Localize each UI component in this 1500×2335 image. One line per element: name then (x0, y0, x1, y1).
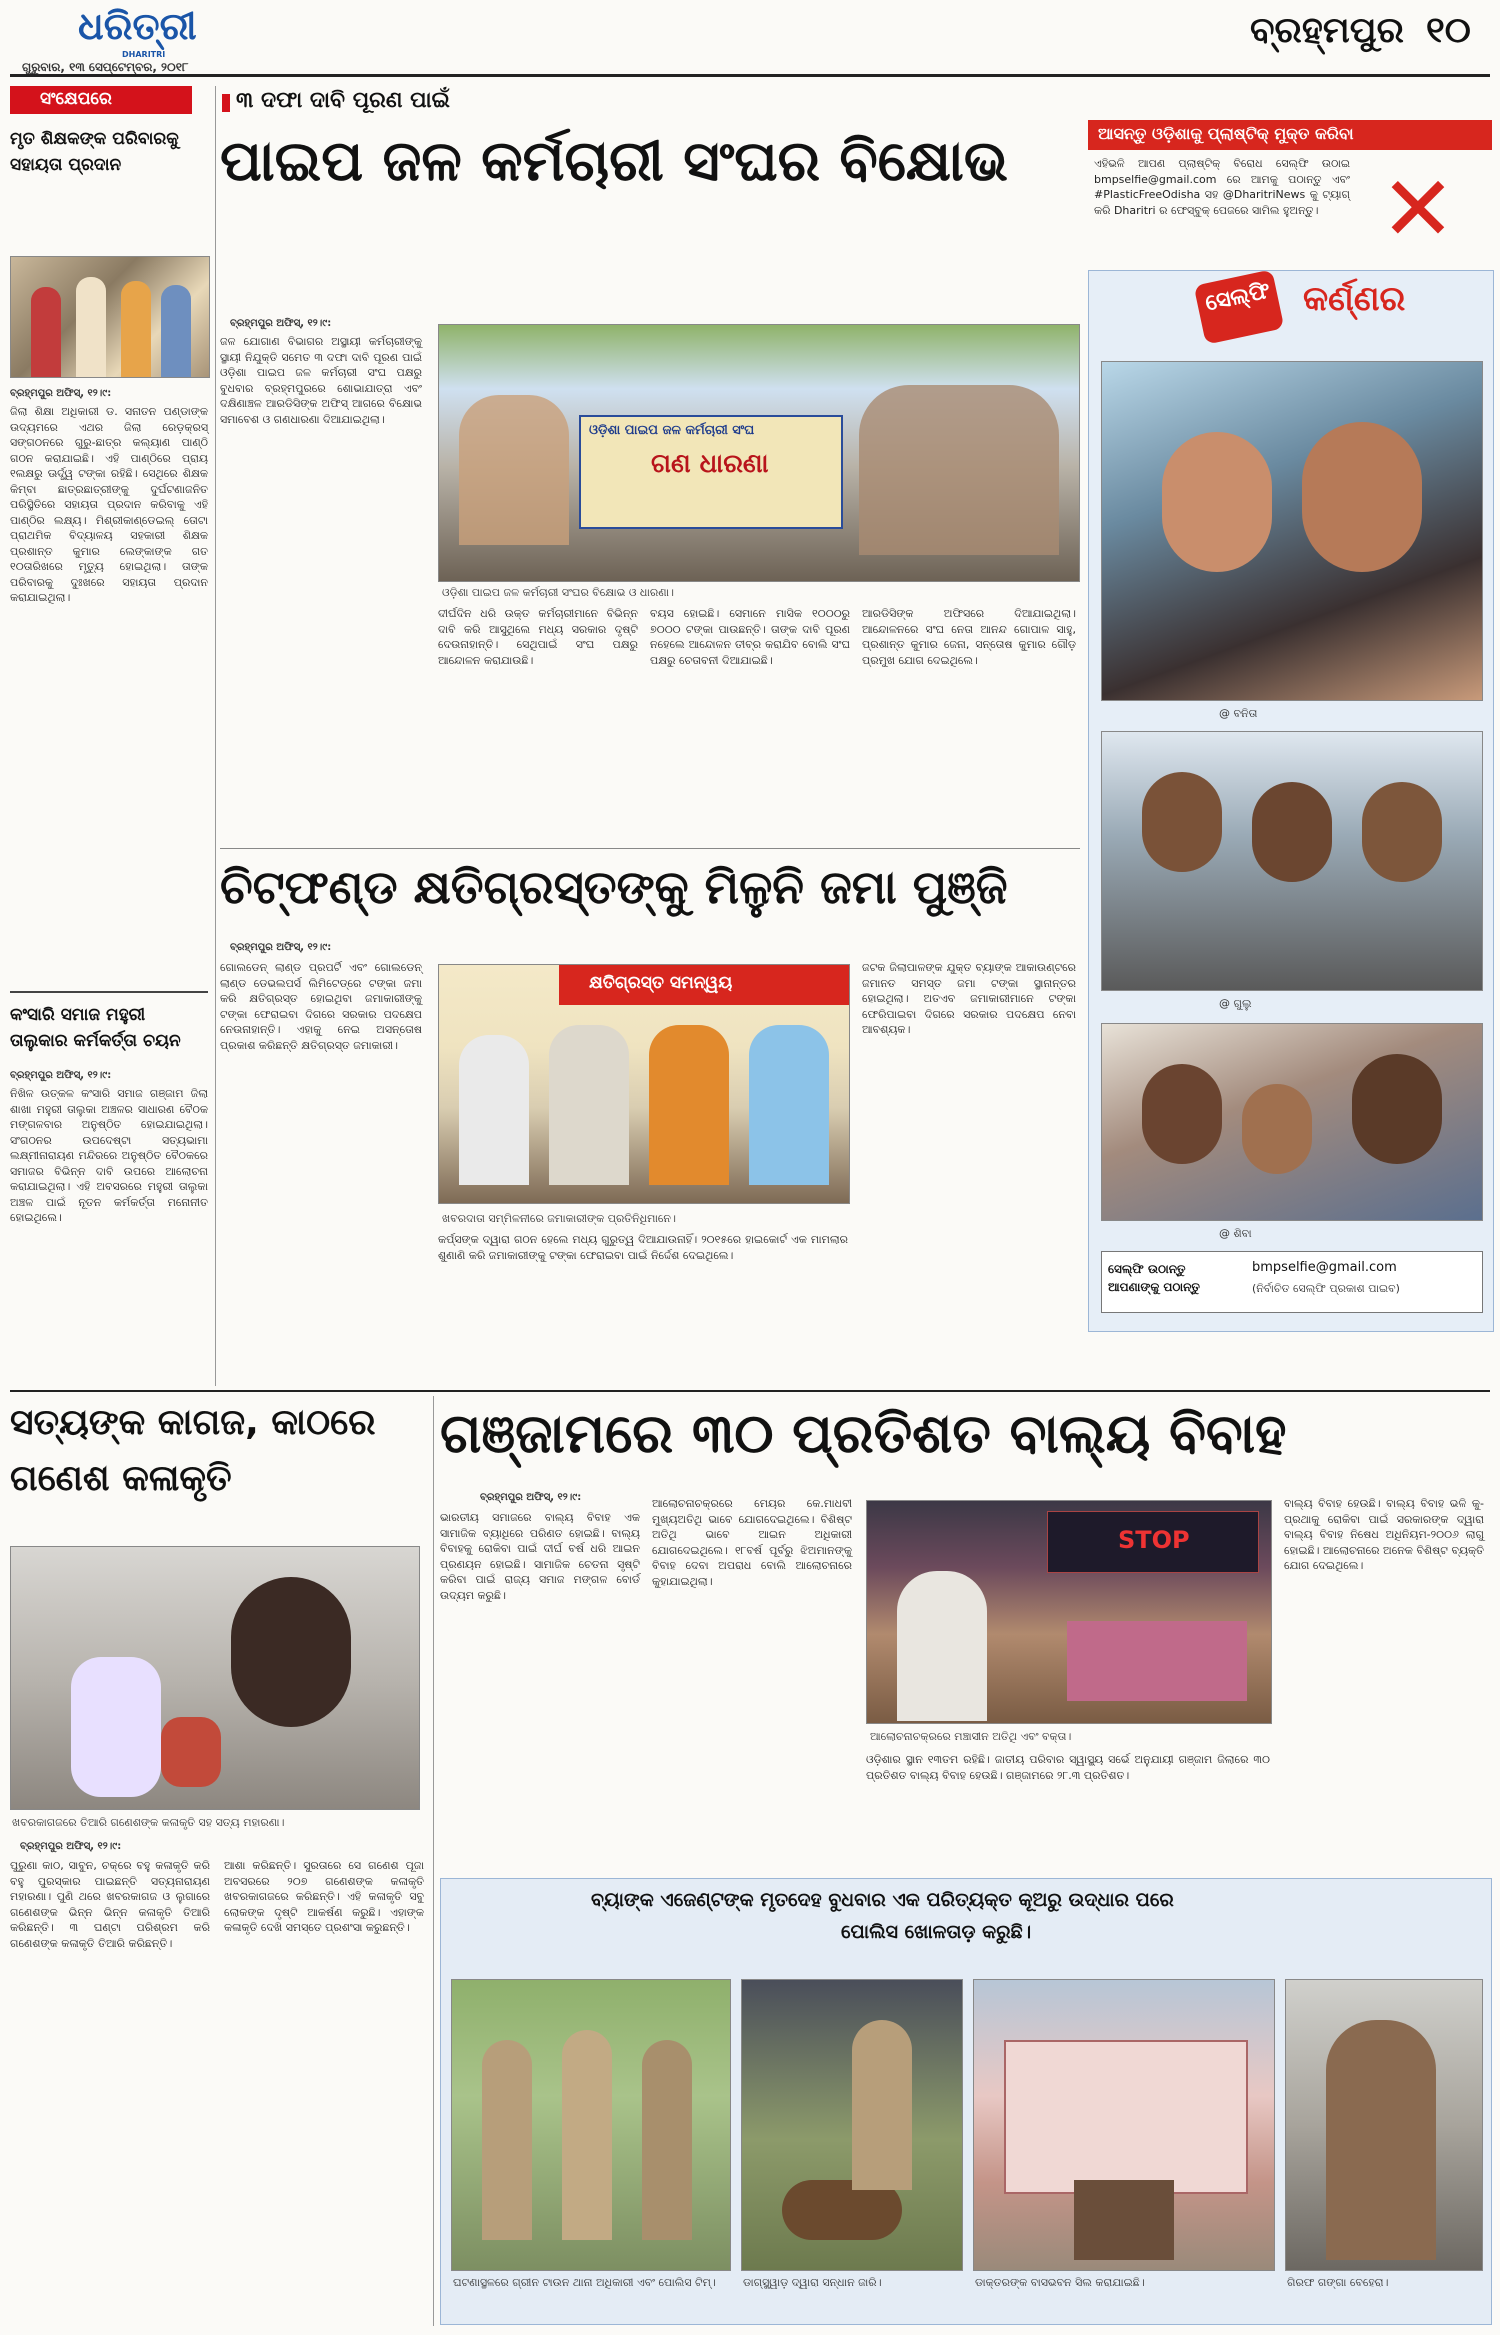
briefs-column (10, 86, 210, 1386)
plastic-ban-icon: ✕ (1380, 157, 1456, 262)
child-marriage-col4: ବାଲ୍ୟ ବିବାହ ହେଉଛି। ବାଲ୍ୟ ବିବାହ ଭଳି କୁ-ପ୍ରଥାକୁ ରୋକିବା ପାଇଁ ସରକାରଙ୍କ ଦ୍ୱାରା ବାଲ୍ୟ ବିବାହ ନିଷେଧ ଅଧିନିୟମ-୨୦୦୬ ଲାଗୁ ହୋଇଛି। ଆଲୋଚନାରେ ଅନେକ ବିଶିଷ୍ଟ ବ୍ୟକ୍ତି ଯୋଗ ଦେଇଥିଲେ। (1284, 1497, 1488, 1572)
chitfund-col3: ଜଟକ ଜିଲାପାଳଙ୍କ ଯୁକ୍ତ ବ୍ୟାଙ୍କ ଆକାଉଣ୍ଟରେ ଜମାନତ ସମସ୍ତ ଜମା ଟଙ୍କା ସ୍ଥାନାନ୍ତର ହୋଇଥିଲା। ଅତଏବ ଜମାକାରୀମାନେ ଟଙ୍କା ଫେରିପାଇବା ଦିଗରେ ସରକାର ପଦକ୍ଷେପ ନେବା ଆବଶ୍ୟକ। (862, 961, 1080, 1036)
briefs-tag (10, 86, 192, 114)
bank-photo-3 (973, 1979, 1275, 2271)
bank-photo-2 (741, 1979, 963, 2271)
issue-date: ଗୁରୁବାର, ୧୩ ସେପ୍ଟେମ୍ବର, ୨୦୧୮ (22, 60, 189, 74)
masthead (10, 4, 1494, 74)
chitfund-dateline: ବ୍ରହ୍ମପୁର ଅଫିସ୍, ୧୨।୯: (230, 942, 332, 953)
child-marriage-story (440, 1396, 1490, 1866)
briefs-tag-label: ସଂକ୍ଷେପରେ (40, 89, 112, 109)
column-rule-2 (433, 1396, 434, 2326)
lead-headline: ପାଇପ ଜଳ କର୍ମଚାରୀ ସଂଘର ବିକ୍ଷୋଭ (220, 129, 1008, 194)
edition-name: ବ୍ରହ୍ମପୁର (1250, 10, 1404, 51)
selfie-banner (1088, 120, 1492, 150)
ganesh-photo (10, 1546, 420, 1810)
lead-photo-caption: ଓଡ଼ିଶା ପାଇପ ଜଳ କର୍ମଚାରୀ ସଂଘର ବିକ୍ଷୋଭ ଓ ଧାରଣା। (442, 586, 674, 599)
chitfund-story (220, 852, 1080, 1392)
page-number: ୧୦ (1426, 10, 1471, 51)
bank-feature-panel (440, 1878, 1492, 2325)
ganesh-headline-1: ସତ୍ୟଙ୍କ କାଗଜ, କାଠରେ (10, 1402, 376, 1443)
brief2-headline: କଂସାରି ସମାଜ ମହୁରୀ ତାଲୁକାର କର୍ମକର୍ତ୍ତା ଚୟନ (10, 1005, 181, 1051)
column-rule (215, 86, 216, 1386)
selfie-photo-3 (1101, 1023, 1483, 1221)
chitfund-photo (438, 964, 850, 1204)
chitfund-photo-caption: ଖବରଦାତା ସମ୍ମିଳନୀରେ ଜମାକାରୀଙ୍କ ପ୍ରତିନିଧିମାନେ। (442, 1212, 676, 1225)
lead-kicker: ୩ ଦଫା ଦାବି ପୂରଣ ପାଇଁ (236, 88, 450, 113)
selfie-photo-2 (1101, 731, 1483, 991)
bank-caption-3: ଡାକ୍ତରଙ୍କ ବାସଭବନ ସିଲ କରାଯାଇଛି। (975, 2276, 1145, 2289)
bank-photo-1 (451, 1979, 731, 2271)
section-rule (10, 1390, 1490, 1392)
selfie-footer-note: (ନିର୍ବାଚିତ ସେଲ୍ଫି ପ୍ରକାଶ ପାଇବ) (1252, 1282, 1400, 1295)
ganesh-story (10, 1396, 428, 2326)
chitfund-col2: କର୍ପ୍ସଙ୍କ ଦ୍ୱାରା ଗଠନ ହେଲେ ମଧ୍ୟ ଗୁରୁତ୍ୱ ଦିଆଯାଉନାହିଁ। ୨୦୧୫ରେ ହାଇକୋର୍ଟ ଏକ ମାମଲାର ଶୁଣାଣି କରି ଜମାକାରୀଙ୍କୁ ଟଙ୍କା ଫେରାଇବା ପାଇଁ ନିର୍ଦ୍ଦେଶ ଦେଇଥିଲେ। (438, 1233, 852, 1262)
selfie-footer (1101, 1251, 1483, 1313)
chitfund-banner-text: କ୍ଷତିଗ୍ରସ୍ତ ସମନ୍ୱୟ (589, 973, 733, 993)
bank-photo-4 (1285, 1979, 1483, 2271)
lead-dateline: ବ୍ରହ୍ମପୁର ଅଫିସ୍, ୧୨।୯: (230, 318, 332, 329)
brief-divider (10, 991, 208, 993)
selfie-footer-left: ସେଲ୍ଫି ଉଠାନ୍ତୁ ଆପଣାଙ୍କୁ ପଠାନ୍ତୁ (1108, 1262, 1200, 1294)
child-marriage-col1: ଭାରତୀୟ ସମାଜରେ ବାଲ୍ୟ ବିବାହ ଏକ ସାମାଜିକ ବ୍ୟାଧିରେ ପରିଣତ ହୋଇଛି। ବାଲ୍ୟ ବିବାହକୁ ରୋକିବା ପାଇଁ ଦୀର୍ଘ ବର୍ଷ ଧରି ଆଇନ ପ୍ରଣୟନ ହୋଇଛି। ସାମାଜିକ ଚେତନା ସୃଷ୍ଟି କରିବା ପାଇଁ ରାଜ୍ୟ ସମାଜ ମଙ୍ଗଳ ବୋର୍ଡ ଉଦ୍ୟମ କରୁଛି। (440, 1511, 644, 1602)
lead-col1: ଜଳ ଯୋଗାଣ ବିଭାଗର ଅସ୍ଥାୟୀ କର୍ମଚାରୀଙ୍କୁ ସ୍ଥାୟୀ ନିଯୁକ୍ତି ସମେତ ୩ ଦଫା ଦାବି ପୂରଣ ପାଇଁ ଓଡ଼ିଶା ପାଇପ ଜଳ କର୍ମଚାରୀ ସଂଘ ପକ୍ଷରୁ ବୁଧବାର ବ୍ରହ୍ମପୁରରେ ଶୋଭାଯାତ୍ରା ଏବଂ ଦକ୍ଷିଣାଞ୍ଚଳ ଆରଡିସିଙ୍କ ଅଫିସ୍ ଆଗରେ ବିକ୍ଷୋଭ ସମାବେଶ ଓ ଗଣଧାରଣା ଦିଆଯାଇଥିଲା। (220, 335, 426, 426)
stage-banner-text: STOP (1118, 1526, 1190, 1554)
stage-banner (1047, 1511, 1259, 1573)
bank-headline-2: ପୋଲିସ ଖୋଳତାଡ଼ କରୁଛି। (841, 1921, 1032, 1943)
ganesh-dateline: ବ୍ରହ୍ମପୁର ଅଫିସ୍, ୧୨।୯: (20, 1841, 122, 1852)
child-marriage-col2: ଆଲୋଚନାଚକ୍ରରେ ମେୟର କେ.ମାଧବୀ ମୁଖ୍ୟଅତିଥି ଭାବେ ଯୋଗଦେଇଥିଲେ। ବିଶିଷ୍ଟ ଅତିଥି ଭାବେ ଆଇନ ଅଧିକାରୀ ଯୋଗଦେଇଥିଲେ। ୧୮ବର୍ଷ ପୂର୍ବରୁ ଝିଅମାନଙ୍କୁ ବିବାହ ଦେବା ଅପରାଧ ବୋଲି ଆଲୋଚନାରେ କୁହାଯାଇଥିଲା। (652, 1497, 856, 1588)
selfie-banner-text: ଆସନ୍ତୁ ଓଡ଼ିଶାକୁ ପ୍ଲାଷ୍ଟିକ୍ ମୁକ୍ତ କରିବା (1098, 124, 1354, 143)
rally-banner-line2: ଗଣ ଧାରଣା (651, 449, 769, 479)
newspaper-logo-sub: DHARITRI (122, 50, 166, 59)
bank-headline-1: ବ୍ୟାଙ୍କ ଏଜେଣ୍ଟଙ୍କ ମୃତଦେହ ବୁଧବାର ଏକ ପରିତ୍ୟକ୍ତ କୂଅରୁ ଉଦ୍ଧାର ପରେ (591, 1889, 1174, 1911)
brief1-dateline: ବ୍ରହ୍ମପୁର ଅଫିସ୍, ୧୨।୯: (10, 388, 112, 399)
bank-caption-2: ଡାଗ୍‌ସ୍କ୍ୱାଡ଼ ଦ୍ୱାରା ସନ୍ଧାନ ଜାରି। (743, 2276, 882, 2289)
lead-col3: ବୟସ ହୋଇଛି। ସେମାନେ ମାସିକ ୧୦୦୦ରୁ ୭୦୦୦ ଟଙ୍କା ପାଉଛନ୍ତି। ତାଙ୍କ ଦାବି ପୂରଣ ନହେଲେ ଆନ୍ଦୋଳନ ତୀବ୍ର କରାଯିବ ବୋଲି ସଂଘ ପକ୍ଷରୁ ଚେତାବନୀ ଦିଆଯାଇଛି। (650, 607, 854, 667)
selfie-credit-1: @ ବନିତା (1219, 707, 1258, 720)
lead-col2: ଦୀର୍ଘଦିନ ଧରି ଉକ୍ତ କର୍ମଚାରୀମାନେ ବିଭିନ୍ନ ଦାବି କରି ଆସୁଥିଲେ ମଧ୍ୟ ସରକାର ଦୃଷ୍ଟି ଦେଉନାହାନ୍ତି। ସେଥିପାଇଁ ସଂଘ ପକ୍ଷରୁ ଆନ୍ଦୋଳନ କରାଯାଉଛି। (438, 607, 642, 667)
bank-caption-1: ଘଟଣାସ୍ଥଳରେ ଗ୍ରୀନ ଟାଉନ ଥାନା ଅଧିକାରୀ ଏବଂ ପୋଲିସ ଟିମ୍। (453, 2276, 716, 2289)
selfie-corner (1088, 120, 1492, 1370)
child-marriage-dateline: ବ୍ରହ୍ମପୁର ଅଫିସ୍, ୧୨।୯: (480, 1492, 582, 1503)
child-marriage-headline: ଗଞ୍ଜାମରେ ୩୦ ପ୍ରତିଶତ ବାଲ୍ୟ ବିବାହ (440, 1402, 1287, 1465)
selfie-title-2: କର୍ଣ୍ଣର (1303, 279, 1406, 319)
selfie-panel (1088, 270, 1494, 1332)
ganesh-col1: ପୁରୁଣା କାଠ, ସାବୁନ, ଚକ୍‌ରେ ବହୁ କଳାକୃତି କରି ବହୁ ପୁରସ୍କାର ପାଇଛନ୍ତି ସତ୍ୟନାରାୟଣ ମହାରଣା। ପୁଣି ଥରେ ଖବରକାଗଜ ଓ ଲୁଗାରେ ଗଣେଶଙ୍କ ଭିନ୍ନ ଭିନ୍ନ କଳାକୃତି ତିଆରି କରିଛନ୍ତି। ୩ ଘଣ୍ଟା ପରିଶ୍ରମ କରି ଗଣେଶଙ୍କ କଳାକୃତି ତିଆରି କରିଛନ୍ତି। (10, 1859, 214, 1950)
lead-col4: ଆରଡିସିଙ୍କ ଅଫିସରେ ଦିଆଯାଇଥିଲା। ଆନ୍ଦୋଳନରେ ସଂଘ ନେତା ଆନନ୍ଦ ଗୋପାଳ ସାହୁ, ପ୍ରଶାନ୍ତ କୁମାର ଜେନା, ସନ୍ତୋଷ କୁମାର ଗୌଡ଼ ପ୍ରମୁଖ ଯୋଗ ଦେଇଥିଲେ। (862, 607, 1080, 667)
selfie-title-1: ସେଲ୍ଫି (1203, 278, 1273, 317)
brief1-body: ଜିଲା ଶିକ୍ଷା ଅଧିକାରୀ ଡ. ସନାତନ ପଣ୍ଡାଙ୍କ ଉଦ୍ୟମରେ ଏଥର ଜିଲା ରେଡ଼କ୍ରସ୍ ସଙ୍ଗଠନରେ ଗୁରୁ-ଛାତ୍ର କଲ୍ୟାଣ ପାଣ୍ଠି ଗଠନ କରାଯାଇଛି। ଏହି ପାଣ୍ଠିରେ ପ୍ରାୟ ୧ଲକ୍ଷରୁ ଊର୍ଦ୍ଧ୍ୱ ଟଙ୍କା ରହିଛି। ସେଥିରେ ଶିକ୍ଷକ କିମ୍ବା ଛାତ୍ରଛାତ୍ରୀଙ୍କୁ ଦୁର୍ଘଟଣାଜନିତ ପରିସ୍ଥିତିରେ ସହାୟତା ପ୍ରଦାନ କରିବାକୁ ଏହି ପାଣ୍ଠିର ଲକ୍ଷ୍ୟ। ମିଶ୍ରୀକାଣ୍ଡେଇଲ୍ ତୋଟା ପ୍ରାଥମିକ ବିଦ୍ୟାଳୟ ସହକାରୀ ଶିକ୍ଷକ ପ୍ରଶାନ୍ତ କୁମାର ଲେଙ୍କାଙ୍କ ଗତ ୧୦ତାରିଖରେ ମୃତ୍ୟୁ ହୋଇଥିଲା। ତାଙ୍କ ପରିବାରକୁ ଦୁଃଖରେ ସହାୟତା ପ୍ରଦାନ କରାଯାଇଥିଲା। (10, 405, 212, 604)
chitfund-headline: ଚିଟ୍‌ଫଣ୍ଡ କ୍ଷତିଗ୍ରସ୍ତଙ୍କୁ ମିଳୁନି ଜମା ପୁଞ୍ଜି (220, 860, 1008, 914)
bank-agent-feature (440, 1878, 1490, 2328)
ganesh-photo-caption: ଖବରକାଗଜରେ ତିଆରି ଗଣେଶଙ୍କ କଳାକୃତି ସହ ସତ୍ୟ ମହାରଣା। (12, 1816, 285, 1829)
selfie-photo-1 (1101, 361, 1483, 701)
selfie-credit-3: @ ଶିବା (1219, 1227, 1252, 1240)
lead-photo (438, 324, 1080, 582)
rally-banner-line1: ଓଡ଼ିଶା ପାଇପ ଜଳ କର୍ମଚାରୀ ସଂଘ (589, 423, 755, 438)
brief1-photo (10, 256, 210, 378)
chitfund-col1: ଗୋଲଡେନ୍ ଲାଣ୍ଡ ପ୍ରପର୍ଟି ଏବଂ ଗୋଲଡେନ୍ ଲାଣ୍ଡ ଡେଭଲପର୍ସ ଲିମିଟେଡ୍‌ରେ ଟଙ୍କା ଜମା କରି କ୍ଷତିଗ୍ରସ୍ତ ହୋଇଥିବା ଜମାକାରୀଙ୍କୁ ଟଙ୍କା ଫେରାଇବା ଦିଗରେ ସରକାର ପଦକ୍ଷେପ ନେଉନାହାନ୍ତି। ଏହାକୁ ନେଇ ଅସନ୍ତୋଷ ପ୍ରକାଶ କରିଛନ୍ତି କ୍ଷତିଗ୍ରସ୍ତ ଜମାକାରୀ। (220, 961, 426, 1052)
child-marriage-photo-caption: ଆଲୋଚନାଚକ୍ରରେ ମଞ୍ଚାସୀନ ଅତିଥି ଏବଂ ବକ୍ତା। (870, 1730, 1072, 1743)
child-marriage-col3: ଓଡ଼ିଶାର ସ୍ଥାନ ୧୩ତମ ରହିଛି। ଜାତୀୟ ପରିବାର ସ୍ୱାସ୍ଥ୍ୟ ସର୍ଭେ ଅନୁଯାୟୀ ଗଞ୍ଜାମ ଜିଲାରେ ୩୦ ପ୍ରତିଶତ ବାଲ୍ୟ ବିବାହ ହେଉଛି। ଗଞ୍ଜାମରେ ୨୮.୩ ପ୍ରତିଶତ। (866, 1753, 1274, 1782)
lead-story (220, 86, 1080, 846)
selfie-intro: ଏହିଭଳି ଆପଣ ପ୍ଲାଷ୍ଟିକ୍ ବିରୋଧ ସେଲ୍‌ଫି ଉଠାଇ bmpselfie@gmail.com ରେ ଆମକୁ ପଠାନ୍ତୁ ଏବଂ #PlasticFreeOdisha ସହ @DharitriNews କୁ ଟ୍ୟାଗ୍ କରି Dharitri ର ଫେସ୍‌ବୁକ୍ ପେଜରେ ସାମିଲ ହୁଅନ୍ତୁ। (1094, 157, 1354, 217)
masthead-rule (10, 74, 1490, 77)
newspaper-logo: ଧରିତ୍ରୀ (78, 4, 197, 48)
rally-banner (579, 415, 843, 529)
ganesh-col2: ଆଶା କରିଛନ୍ତି। ସୁରତାରେ ସେ ଗଣେଶ ପୂଜା ଅବସରରେ ୨୦୭ ଗଣେଶଙ୍କ କଳାକୃତି ଖବରକାଗଜରେ କରିଛନ୍ତି। ଏହି କଳାକୃତି ସବୁ ଲୋକଙ୍କ ଦୃଷ୍ଟି ଆକର୍ଷଣ କରୁଛି। ଏହାଙ୍କ କଳାକୃତି ଦେଖି ସମସ୍ତେ ପ୍ରଶଂସା କରୁଛନ୍ତି। (224, 1859, 428, 1934)
child-marriage-photo (866, 1500, 1272, 1724)
lead-bottom-rule (220, 848, 1080, 849)
chitfund-banner (559, 965, 849, 1005)
brief1-headline: ମୃତ ଶିକ୍ଷକଙ୍କ ପରିବାରକୁ ସହାୟତା ପ୍ରଦାନ (10, 129, 179, 175)
selfie-footer-email[interactable]: bmpselfie@gmail.com (1252, 1260, 1397, 1275)
kicker-marker (222, 94, 230, 112)
bank-caption-4: ଗିରଫ ଗଙ୍ଗା ବେହେରା। (1287, 2276, 1389, 2289)
ganesh-headline-2: ଗଣେଶ କଳାକୃତି (10, 1458, 232, 1499)
selfie-credit-2: @ ଗୁଲୁ (1219, 997, 1252, 1010)
brief2-dateline: ବ୍ରହ୍ମପୁର ଅଫିସ୍, ୧୨।୯: (10, 1070, 112, 1081)
brief2-body: ନିଖିଳ ଉତ୍କଳ କଂସାରି ସମାଜ ଗଞ୍ଜାମ ଜିଲା ଶାଖା ମହୁରୀ ତାଲୁକା ଅଞ୍ଚଳର ସାଧାରଣ ବୈଠକ ମଙ୍ଗଳବାର ଅନୁଷ୍ଠିତ ହୋଇଯାଇଥିଲା। ସଂଗଠନର ଉପଦେଷ୍ଟା ସତ୍ୟଭାମା ଲକ୍ଷ୍ମୀନାରାୟଣ ମନ୍ଦିରରେ ଅନୁଷ୍ଠିତ ବୈଠକରେ ସମାଜର ବିଭିନ୍ନ ଦାବି ଉପରେ ଆଲୋଚନା କରାଯାଇଥିଲା। ଏହି ଅବସରରେ ମହୁରୀ ତାଲୁକା ଅଞ୍ଚଳ ପାଇଁ ନୂତନ କର୍ମକର୍ତ୍ତା ମନୋନୀତ ହୋଇଥିଲେ। (10, 1087, 212, 1224)
